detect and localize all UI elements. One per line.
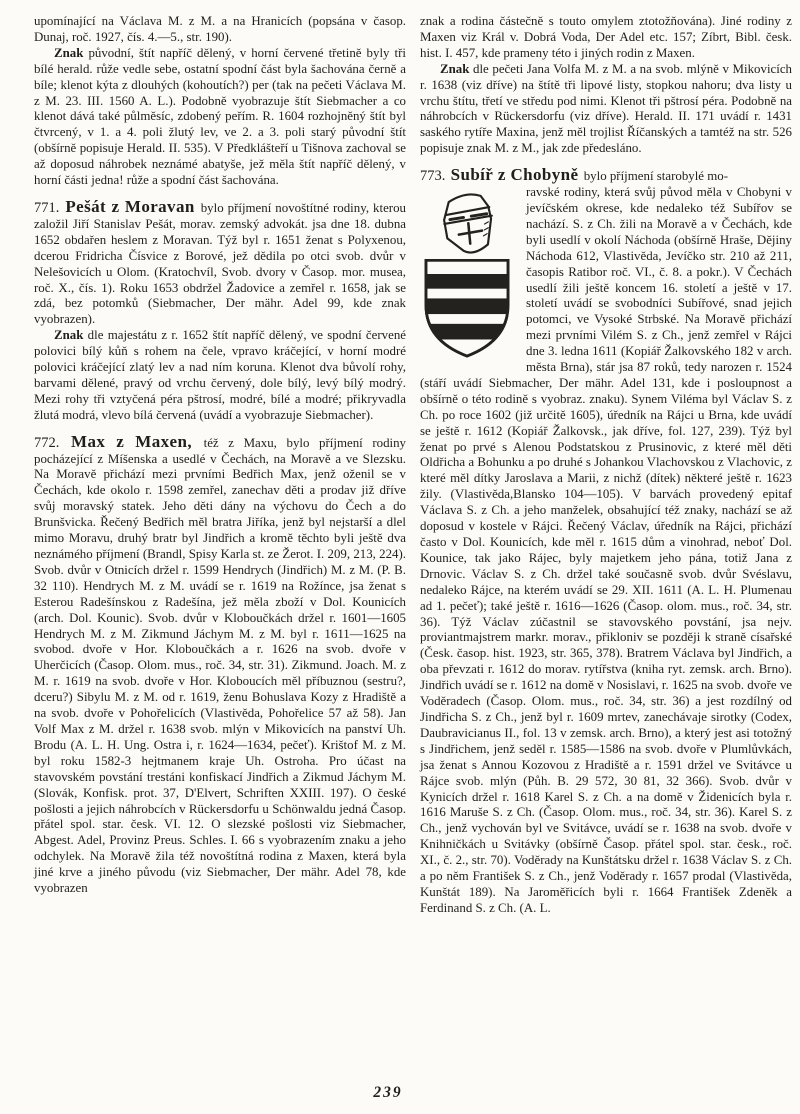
paragraph-znak-original bbox=[34, 46, 406, 189]
entry-773-heading bbox=[420, 167, 792, 185]
entry-772 bbox=[34, 431, 406, 897]
shield-icon bbox=[420, 260, 514, 356]
entry-773 bbox=[420, 167, 792, 917]
paragraph-continuation: znak a rodina částečně s touto omylem ztotožňována). Jiné rodiny z Maxen viz Král v. Dobrá Voda, Der Adel etc. 157; Zíbrt, Bibl. česk. hist. I. 457, kde prameny této i jiných rodin z Maxen. bbox=[420, 14, 792, 60]
entry-771-name: Pešát z Moravan bbox=[65, 196, 195, 216]
entry-773-lead-text: bylo příjmení starobylé mo- bbox=[583, 169, 728, 184]
entry-772-number: 772. bbox=[34, 434, 60, 451]
entry-772-name: Max z Maxen, bbox=[71, 431, 192, 451]
entry-773-text: ravské rodiny, která svůj původ měla v Chobyni v jevíčském okrese, kde nedaleko též Subířov se nachází. S. z Ch. žili na Moravě a v Čechách, kde byli usedlí v okolí Náchoda (obšírně Hraše, Dějiny Náchoda 612, Vlastivěda, Jevíčko str. 210 až 211, časopis Ratibor roč. VI., č. 8. a pokr.). V Čechách usedlí žili ještě koncem 16. století a ještě v 17. století uvádí se svobodníci Subířové, snad jejich potomci, ve Vysoké Strbské. Na Moravě přichází mezi prvními Vilém S. z Ch., jenž zemřel v Rájci dne 3. ledna 1611 (Kopiář Žalkovského 182 v arch. města Brna), stár jsa 87 roků, tedy narozen r. 1524 (stáří uvádí Siebmacher, Der mähr. Adel 131, kde i posloupnost a obšírně o této rodině s vyobraz. znaku). Synem Viléma byl Václav S. z Ch. po roce 1602 (již určitě 1605), úředník na Rájci u Brna, kde uvádí se ještě r. 1612 (Kopiář Žalkovsk., jak dříve, fol. 127, 239). Týž byl ženat po prvé s Alenou Podstatskou z Prusinovic, z které měl děti Oldřicha a Bohunku a po druhé s Johankou Vlachovskou z Vlachovic, z které měl dítky Jaroslava a Marii, z nichž (dítek) některé ještě r. 1623 žily. (Vlastivěda,Blansko 104—105). V barvách provedený epitaf Václava S. z Ch. a jeho manželek, obsahující též znaky, nachází se až doposud v kostele v Rájci. Řečený Václav, úředník na Rájci, přichází často v Dol. Kounicích, kde měl r. 1615 dům a vinohrad, neboť Dol. Kounice, tak jako Rájec, byly majetkem jeho pána, totiž Jana z Drnovic. Václav S. z Ch. držel také současně svob. dvůr Svéslavu, nedaleko Rájce, na kterém uvádí se 29. XII. 1611 (A. L. H. Plumenau ad 1. pečeť); také ještě r. 1616—1626 (Časop. olom. mus., roč. 34, str. 36). Týž Václav zúčastnil se stavovského povstání, jsa nejv. proviantmajstrem markr. morav., přikloniv se později k straně císařské (Česk. časop. hist. 1923, str. 365, 378). Bratrem Václava byl Jindřich, a oba převzati r. 1612 do morav. rytířstva (kniha ryt. zemsk. arch. Brno). Jindřich uvádí se r. 1612 na domě v Nosislavi, r. 1625 na svob. dvoře ve Voděradech (Časop. Olom. mus., roč. 34, str. 36) a jest rozdílný od Jindřicha S. z Ch., jenž byl r. 1609 mrtev, zanechávaje sirotky (Codex, Daubravicianus II., fol. 13 v zemsk. arch. Brno), a který jest asi totožný s Jindřichem, jenž seděl r. 1585—1586 na svob. dvoře v Plumlůvkách, jsa ženat s Annou Kozovou z Hradiště a r. 1591 držel ve Svitávce u Rájce svob. mlýn (Půh. B. 29 572, 30 81, 32 366). Svob. dvůr v Kynicích držel r. 1618 Karel S. z Ch. a na domě v Židenicích byla r. 1616 Maruše S. z Ch. (Časop. Olom. mus., roč. 34, str. 36). Karel S. z Ch., jenž vychován byl ve Svitávce, uvádí se r. 1638 na svob. dvoře v Knihničkách u Svitávky (obšírně Časop. přátel spol. star. česk., roč. XI., č. 2., str. 70). Voděrady na Kunštátsku držel r. 1638 Václav S. z Ch. a po něm František S. z Ch., jenž Voděrady r. 1657 prodal (Vlastivěda, Kunštát 189). Na Jaroměřicích byli r. 1664 František Zdeněk a Ferdinand S. z Ch. (A. L. bbox=[420, 185, 792, 915]
znak-772-text: dle pečeti Jana Volfa M. z M. a na svob. mlýně v Mikovicích r. 1638 (viz dříve) na štítě tři lipové listy, stopkou nahoru; dva listy u vrchu štítu, třetí ve středu pod nimi. Klenot tři pštrosí péra. Podobně na náhrobcích v Rückersdorfu (viz dříve). Herald. II. 171 uvádí r. 1431 saského rytíře Maxina, jenž měl trojlist Říčanských a tamtéž na str. 526 popisuje znak M. z M., jak zde předesláno. bbox=[420, 61, 792, 156]
shield-bars bbox=[420, 274, 514, 339]
right-column bbox=[420, 14, 792, 917]
entry-772-text: též z Maxu, bylo příjmení rodiny pocházející z Míšenska a usedlé v Čechách, na Moravě a ve Slezsku. Na Moravě přichází mezi prvními Bedřich Max, jenž oženil se v Čechách, kde okolo r. 1598 zemřel, zanechav děti a prodav již dříve svůj moravský statek. Jeho děti dány na výchovu do Čech a do Brunšvicka. Řečený Bedřich měl bratra Jiříka, jenž byl nejstarší a dlel mimo Moravu, druhý bratr byl Jindřich a kromě těchto byli ještě dva neznámého příjmení (Brandl, Spisy Karla st. ze Žerot. I. 209, 213, 224). Svob. dvůr v Otnicích držel r. 1599 Hendrych (Jindřich) M. z M. (P. B. 32 110). Hendrych M. z M. uvádí se r. 1619 na Rožínce, jsa ženat s Esterou Radešínskou z Radešína, jež měla zboží v Dol. Kounicích (arch. Dol. Kounic). Svob. dvůr v Kloboučkách držel r. 1601—1605 Hendrych M. z M. Zikmund Jáchym M. z M. byl r. 1611—1625 na svobod. dvoře v Hor. Kloboučkách a r. 1626 na svob. dvoře v Uherčicích (Časop. Olom. mus., roč. 34, str. 31). Zikmund. Joach. M. z M. r. 1619 na svob. dvoře v Hor. Kloboucích měl příbuznou (sestru?, dceru?) Sibylu M. z M. od r. 1619, ženu Bohuslava Kozy z Hradiště a na svob. dvoře v Pohořelicích (Vlastivěda, Pohořelice 57 až 58). Jan Volf Max z M. držel r. 1638 svob. mlýn v Mikovicích na panství Uh. Brodu (A. L. H. Ung. Ostra i, r. 1624—1634, pečeť). Krištof M. z M. byl roku 1582-3 hejtmanem kraje Uh. Ostroha. Pro účast na stavovském povstání trestáni konfiskací Jindřich a Zikmud Jáchym M. (Slovák, Konfisk. prot. 37, D'Elvert, Schriften XXIII. 197). O české pošlosti a jejich náhrobcích v Rückersdorfu u Schönwaldu jedná Časop. přátel spol. star. česk. VI. 12. O slezské pošlosti viz Siebmacher, Abgest. Adel, Provinz Preus. Schles. I. 66 s vyobrazením znaku a jeho odchylek. Na Moravě žila též novoštítná rodina z Maxen, která byla jiné krve a jiného původu (viz Siebmacher, Der mähr. Adel 78, kde vyobrazen bbox=[34, 435, 406, 896]
znak-lead-word: Znak bbox=[440, 61, 470, 76]
entry-773-name: Subíř z Chobyně bbox=[450, 167, 579, 185]
znak-original-text: původní, štít napříč dělený, v horní červené třetině byly tři bílé herald. růže vedle sebe, ostatní spodní část byla šachována černě a bíle; klenot kýta z dlouhých (kohoutích?) per (tak na pečeti Václava M. z M. 23. III. 1560 A. L.). Podobně vyobrazuje štít Siebmacher a co klenot dává také půlměsíc, zdobený peřím. R. 1604 rozhojněný štít byl čtvrcený, v 1. a 4. poli žlutý lev, ve 2. a 3. poli starý původní štít (obšírně popisuje Herald. II. 535). V Předklášteří u Tišnova zachoval se až doposud náhrobek neznámé abatyše, jež měla štít napříč dělený, v horní části jedna! růže a spodní část šachována. bbox=[34, 45, 406, 188]
great-helm-icon bbox=[442, 193, 494, 254]
entry-773-body bbox=[420, 185, 792, 917]
left-column bbox=[34, 14, 406, 917]
entry-771-text: bylo příjmení novoštítné rodiny, kterou založil Jiří Stanislav Pešát, morav. zemský advokát. jsa dne 18. dubna 1652 obdařen heslem z Moravan. Týž byl r. 1651 ženat s Polyxenou, dcerou Fridricha Čísvice z Borové, jež dědila po otci svob. dvůr v Nelešovicích u Olom. (Kratochvíl, Svob. dvory v Časop. mor. musea, roč. X., čís. 1). Roku 1653 obdržel Žadovice a zemřel r. 1658, jak se zdá, bez potomků (Siebmacher, Der mähr. Adel 99, kde znak vyobrazen). bbox=[34, 200, 406, 327]
paragraph-znak-772 bbox=[420, 62, 792, 157]
paragraph-continuation: upomínající na Václava M. z M. a na Hranicích (popsána v časop. Dunaj, roč. 1927, čís. 4.—5., str. 190). bbox=[34, 14, 406, 44]
page-number: 239 bbox=[373, 1084, 403, 1101]
paragraph-znak-771 bbox=[34, 328, 406, 423]
znak-lead-word: Znak bbox=[54, 328, 84, 343]
entry-771-number: 771. bbox=[34, 199, 60, 216]
coat-of-arms-illustration bbox=[420, 188, 514, 360]
znak-771-text: dle majestátu z r. 1652 štít napříč dělený, ve spodní červené polovici bílý kůň s rohem na čele, vpravo kráčející, v horní modré polovici kráčející zlatý lev a nad ním koruna. Klenot dva bůvolí rohy, barvami dělené, pravý od vrchu červený, dole bílý, levý bílý modrý. Mezi rohy tři vztyčená péra pštrosí, modré, bílé a modré; přikryvadla žlutá modrá, vlevo bílá červená (uvádí a vyobrazuje Siebmacher). bbox=[34, 328, 406, 422]
znak-lead-word: Znak bbox=[54, 45, 84, 60]
entry-771 bbox=[34, 196, 406, 328]
entry-773-number: 773. bbox=[420, 168, 446, 185]
